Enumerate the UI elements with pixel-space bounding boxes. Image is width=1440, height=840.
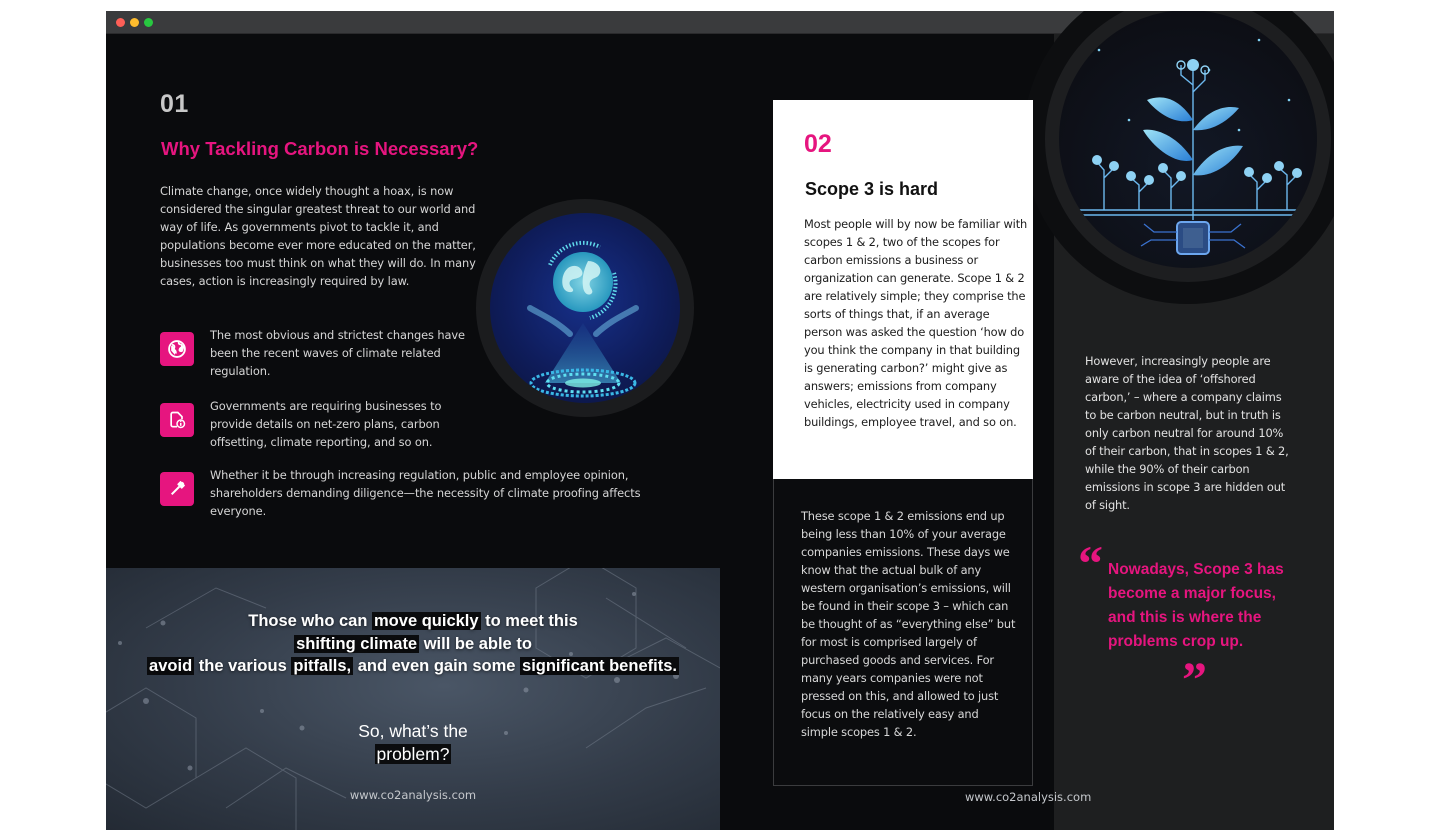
scope3-card bbox=[773, 100, 1033, 479]
browser-window bbox=[106, 11, 1334, 830]
minimize-window-button[interactable] bbox=[130, 18, 139, 27]
scope-emissions-card bbox=[773, 479, 1033, 786]
close-quote-icon: ” bbox=[1182, 651, 1207, 707]
maximize-window-button[interactable] bbox=[144, 18, 153, 27]
hands-globe-hologram-image bbox=[476, 199, 694, 417]
website-link[interactable]: www.co2analysis.com bbox=[349, 788, 477, 802]
question-text: So, what’s the problem? bbox=[358, 721, 468, 764]
pull-quote: Nowadays, Scope 3 has become a major focus, and this is where the problems crop up. bbox=[1108, 561, 1284, 650]
website-link[interactable]: www.co2analysis.com bbox=[965, 790, 1092, 804]
brochure-spread bbox=[106, 34, 1334, 830]
section-number: 02 bbox=[804, 130, 832, 158]
scope3-paragraph: Most people will by now be familiar with scopes 1 & 2, two of the scopes for carbon emissions a business or organization can generate. Scope 1 & 2 are relatively simple; they comprise the sorts of things that, if an average person was asked the question ‘how do you think the company in that building is generating carbon?’ might give as answers; emissions from company vehicles, electricity used in company buildings, employee travel, and so on. bbox=[804, 217, 1028, 429]
bullet-text: Whether it be through increasing regulation, public and employee opinion, shareholders demanding diligence—the necessity of climate proofing affects everyone. bbox=[210, 468, 641, 518]
highlight-quote: Those who can move quickly to meet this shifting climate will be able to avoid the various pitfalls, and even gain some significant benefits. bbox=[149, 612, 677, 675]
section-number: 01 bbox=[160, 90, 189, 118]
intro-paragraph: Climate change, once widely thought a hoax, is now considered the singular greatest threat to our world and way of life. As governments pivot to tackle it, and populations become ever more educated on the matter, businesses too must think on what they will do. In many cases, action is increasingly required by law. bbox=[160, 184, 476, 288]
open-quote-icon: “ bbox=[1078, 535, 1103, 591]
gavel-icon bbox=[160, 472, 194, 506]
highlight-quote-banner bbox=[106, 568, 720, 830]
globe-icon bbox=[160, 332, 194, 366]
offshored-carbon-paragraph: However, increasingly people are aware of the idea of ‘offshored carbon,’ – where a company claims to be carbon neutral, but in truth is only carbon neutral for around 10% of their carbon, that in scopes 1 & 2, while the 90% of their carbon emissions in scope 3 are hidden out of sight. bbox=[1085, 354, 1289, 512]
section-title: Scope 3 is hard bbox=[805, 179, 939, 199]
close-window-button[interactable] bbox=[116, 18, 125, 27]
bullet-text: The most obvious and strictest changes have been the recent waves of climate related regulation. bbox=[210, 328, 465, 378]
document-info-icon bbox=[160, 403, 194, 437]
emissions-paragraph: These scope 1 & 2 emissions end up being less than 10% of your average companies emissions. These days we know that the actual bulk of any western organisation’s emissions, will be found in their scope 3 – which can be thought of as “everything else” but for most is comprised largely of purchased goods and services. For many years companies were not pressed on this, and allowed to just focus on the relatively easy and simple scopes 1 & 2. bbox=[801, 509, 1016, 739]
section-title: Why Tackling Carbon is Necessary? bbox=[161, 138, 479, 159]
bullet-text: Governments are requiring businesses to provide details on net-zero plans, carbon offsetting, climate reporting, and so on. bbox=[210, 399, 442, 449]
